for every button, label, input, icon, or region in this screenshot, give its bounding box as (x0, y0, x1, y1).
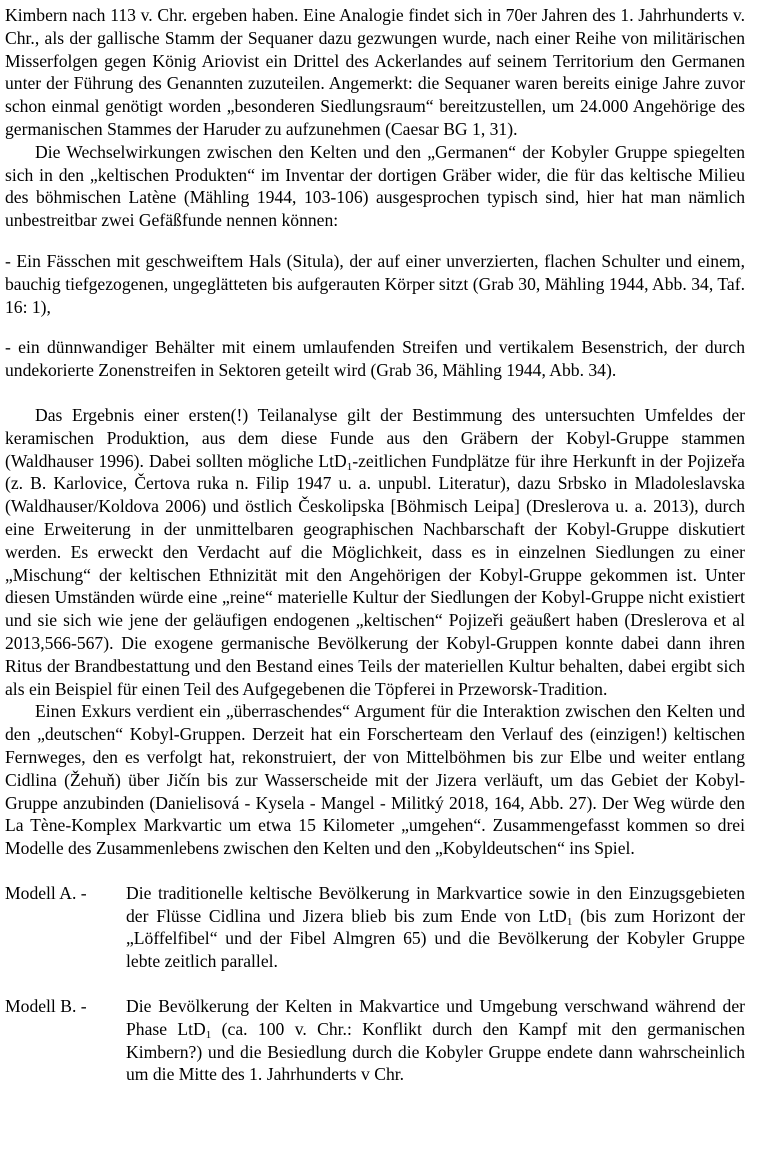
document-page (5, 4, 745, 1086)
model-b-label: Modell B. - (5, 996, 87, 1017)
model-a-subscript: 1 (566, 915, 573, 928)
paragraph-analysis-part-1: Das Ergebnis einer ersten(!) Teilanalyse gilt der Bestimmung des untersuchten Umfeldes der keramischen Produktion, aus dem diese Funde aus den Gräbern der Kobyl-Gruppe stammen (Waldhauser 1996). Dabei sollten mögliche LtD (5, 404, 745, 471)
paragraph-excursus: Einen Exkurs verdient ein „überraschendes“ Argument für die Interaktion zwischen den Kelten und den „deutschen“ Kobyl-Gruppen. Derzeit hat ein Forscherteam den Verlauf des (einzigen!) keltischen Fernweges, den es verfolgt hat, rekonstruiert, der von Mittelböhmen bis zur Elbe und weiter entlang Cidlina (Žehuň) über Jičín bis zur Wasserscheide mit der Jizera verläuft, um das Gebiet der Kobyl-Gruppe anzubinden (Danielisová - Kysela - Mangel - Militký 2018, 164, Abb. 27). Der Weg würde den La Tène-Komplex Markvartic um etwa 15 Kilometer „umgehen“. Zusammengefasst kommen so drei Modelle des Zusammenlebens zwischen den Kelten und den „Kobyldeutschen“ ins Spiel. (5, 701, 745, 859)
model-a-text-part-2: (bis zum Horizont der „Löffelfibel“ und der Fibel Almgren 65) und die Bevölkerung der Kobyler Gruppe lebte zeitlich parallel. (126, 905, 745, 972)
model-b-subscript: 1 (205, 1028, 212, 1041)
paragraph-analysis (5, 404, 745, 700)
paragraph-2: Die Wechselwirkungen zwischen den Kelten und den „Germanen“ der Kobyler Gruppe spiegelten sich in den „keltischen Produkten“ im Inventar der dortigen Gräber wider, die für das keltische Milieu des böhmischen Latène (Mähling 1944, 103-106) ausgesprochen typisch sind, hier hat man nämlich unbestreitbar zwei Gefäßfunde nennen können: (5, 141, 745, 231)
model-b-text-part-1: Die Bevölkerung der Kelten in Makvartice und Umgebung verschwand während der Phase LtD (126, 996, 745, 1039)
model-b (5, 995, 745, 1086)
list-item-container: - ein dünnwandiger Behälter mit einem umlaufenden Streifen und vertikalem Besenstrich, der durch undekorierte Zonenstreifen in Sektoren geteilt wird (Grab 36, Mähling 1944, Abb. 34). (5, 337, 745, 381)
model-a (5, 882, 745, 973)
model-b-text (126, 995, 745, 1086)
paragraph-1: Kimbern nach 113 v. Chr. ergeben haben. Eine Analogie findet sich in 70er Jahren des 1. Jahrhunderts v. Chr., als der gallische Stamm der Sequaner dazu gezwungen wurde, nach einer Reihe von militärischen Misserfolgen gegen König Ariovist ein Drittel des Ackerlandes auf seinem Territorium den Germanen unter der Führung des Genannten zuzuteilen. Angemerkt: die Sequaner waren bereits einige Jahre zuvor schon einmal genötigt worden „besonderen Siedlungsraum“ bereitzustellen, um 24.000 Angehörige des germanischen Stammes der Haruder zu aufzunehmen (Caesar BG 1, 31). (5, 5, 745, 139)
model-a-text (126, 882, 745, 973)
subscript-1: 1 (346, 460, 353, 473)
model-b-text-part-2: (ca. 100 v. Chr.: Konflikt durch den Kampf mit den germanischen Kimbern?) und die Besiedlung durch die Kobyler Gruppe endete dann wahrscheinlich um die Mitte des 1. Jahrhunderts v Chr. (126, 1018, 745, 1085)
model-a-label: Modell A. - (5, 882, 87, 903)
paragraph-analysis-part-2: -zeitlichen Fundplätze für ihre Herkunft in der Pojizeřa (z. B. Karlovice, Čertova ruka n. Filip 1947 u. a. unpubl. Literatur), dazu Srbsko in Mladoleslavska (Waldhauser/Koldova 2006) und östlich Českolipska [Böhmisch Leipa] (Dreslerova u. a. 2013), durch eine Erweiterung in der unmittelbaren geographischen Nachbarschaft der Kobyl-Gruppe diskutiert werden. Es erweckt den Verdacht auf die Möglichkeit, dass es in einzelnen Siedlungen zu einer „Mischung“ der keltischen Ethnizität mit den Angehörigen der Kobyl-Gruppe gekommen ist. Unter diesen Umständen würde eine „reine“ materielle Kultur der Siedlungen der Kobyl-Gruppe nicht existiert und sie sich wie jene der geläufigen endogenen „keltischen“ Pojizeři geäußert haben (Dreslerova et al 2013,566-567). Die exogene germanische Bevölkerung der Kobyl-Gruppen konnte dabei dann ihren Ritus der Brandbestattung und den Bestand eines Teils der materiellen Kultur behalten, dabei ergibt sich als ein Beispiel für einen Teil des Aufgegebenen die Töpferei in Przeworsk-Tradition. (5, 450, 745, 699)
model-a-text-part-1: Die traditionelle keltische Bevölkerung in Markvartice sowie in den Einzugsgebieten der Flüsse Cidlina und Jizera blieb bis zum Ende von LtD (126, 882, 745, 926)
list-item-situla: - Ein Fässchen mit geschweiftem Hals (Situla), der auf einer unverzierten, flachen Schulter und einem, bauchig tiefgezogenen, ungeglätteten bis aufgerauten Körper sitzt (Grab 30, Mähling 1944, Abb. 34, Taf. 16: 1), (5, 250, 745, 317)
